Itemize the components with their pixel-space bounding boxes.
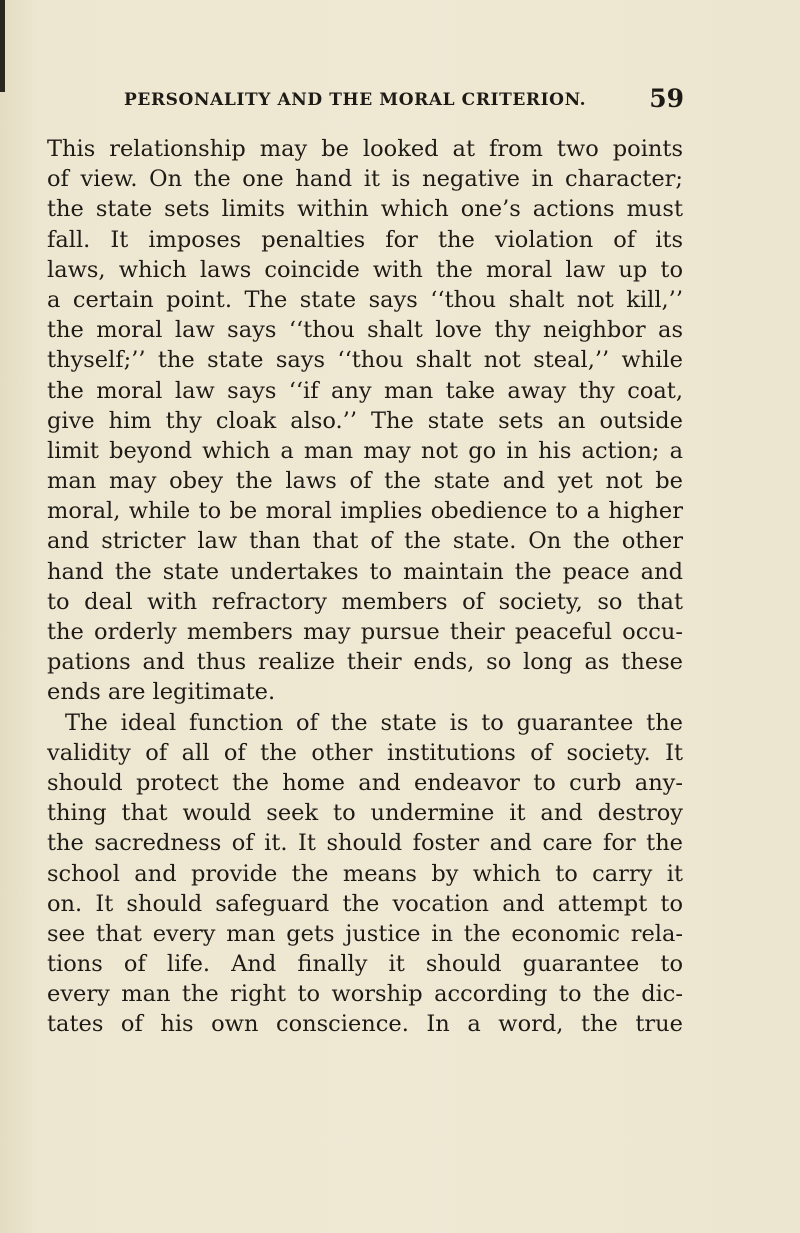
text-line: the sacredness of it. It should foster and care for the bbox=[47, 830, 683, 857]
text-line: the state sets limits within which one’s actions must bbox=[47, 196, 683, 223]
text-line: school and provide the means by which to carry it bbox=[47, 860, 683, 887]
text-line: a certain point. The state says ‘‘thou shalt not kill,’’ bbox=[47, 286, 683, 313]
text-line: every man the right to worship according to the dic- bbox=[47, 981, 683, 1008]
text-line: give him thy cloak also.’’ The state sets an outside bbox=[47, 407, 683, 434]
paragraph-start-line: The ideal function of the state is to guarantee the bbox=[65, 709, 683, 736]
text-line: thing that would seek to undermine it and destroy bbox=[47, 800, 683, 827]
text-line: should protect the home and endeavor to curb any- bbox=[47, 769, 683, 796]
text-line: the moral law says ‘‘if any man take away thy coat, bbox=[47, 377, 683, 404]
text-line: This relationship may be looked at from two points bbox=[47, 136, 683, 162]
paragraph-end-line: ends are legitimate. bbox=[47, 679, 276, 706]
text-line: to deal with refractory members of society, so that bbox=[47, 588, 683, 615]
text-line: limit beyond which a man may not go in his action; a bbox=[47, 437, 683, 464]
text-line: tates of his own conscience. In a word, the true bbox=[47, 1011, 683, 1038]
text-line: man may obey the laws of the state and yet not be bbox=[47, 468, 683, 495]
text-line: the moral law says ‘‘thou shalt love thy neighbor as bbox=[47, 317, 683, 344]
page-number: 59 bbox=[649, 84, 684, 113]
text-line: hand the state undertakes to maintain the peace and bbox=[47, 558, 683, 585]
text-line: validity of all of the other institutions of society. It bbox=[47, 739, 683, 766]
text-line: thyself;’’ the state says ‘‘thou shalt not steal,’’ while bbox=[47, 347, 683, 374]
page-edge-shadow bbox=[0, 0, 5, 92]
text-line: on. It should safeguard the vocation and attempt to bbox=[47, 890, 683, 917]
body-text bbox=[47, 134, 683, 1040]
running-header bbox=[124, 84, 684, 118]
text-line: see that every man gets justice in the economic rela- bbox=[47, 920, 683, 947]
text-line: pations and thus realize their ends, so long as these bbox=[47, 649, 683, 676]
text-line: and stricter law than that of the state. On the other bbox=[47, 528, 683, 555]
text-line: laws, which laws coincide with the moral law up to bbox=[47, 256, 683, 283]
text-line: moral, while to be moral implies obedience to a higher bbox=[47, 498, 683, 525]
text-line: tions of life. And finally it should guarantee to bbox=[47, 951, 683, 978]
running-title: PERSONALITY AND THE MORAL CRITERION. bbox=[124, 90, 587, 110]
text-line: the orderly members may pursue their peaceful occu- bbox=[47, 619, 683, 645]
text-line: fall. It imposes penalties for the violation of its bbox=[47, 226, 683, 253]
text-line: of view. On the one hand it is negative in character; bbox=[47, 166, 683, 193]
